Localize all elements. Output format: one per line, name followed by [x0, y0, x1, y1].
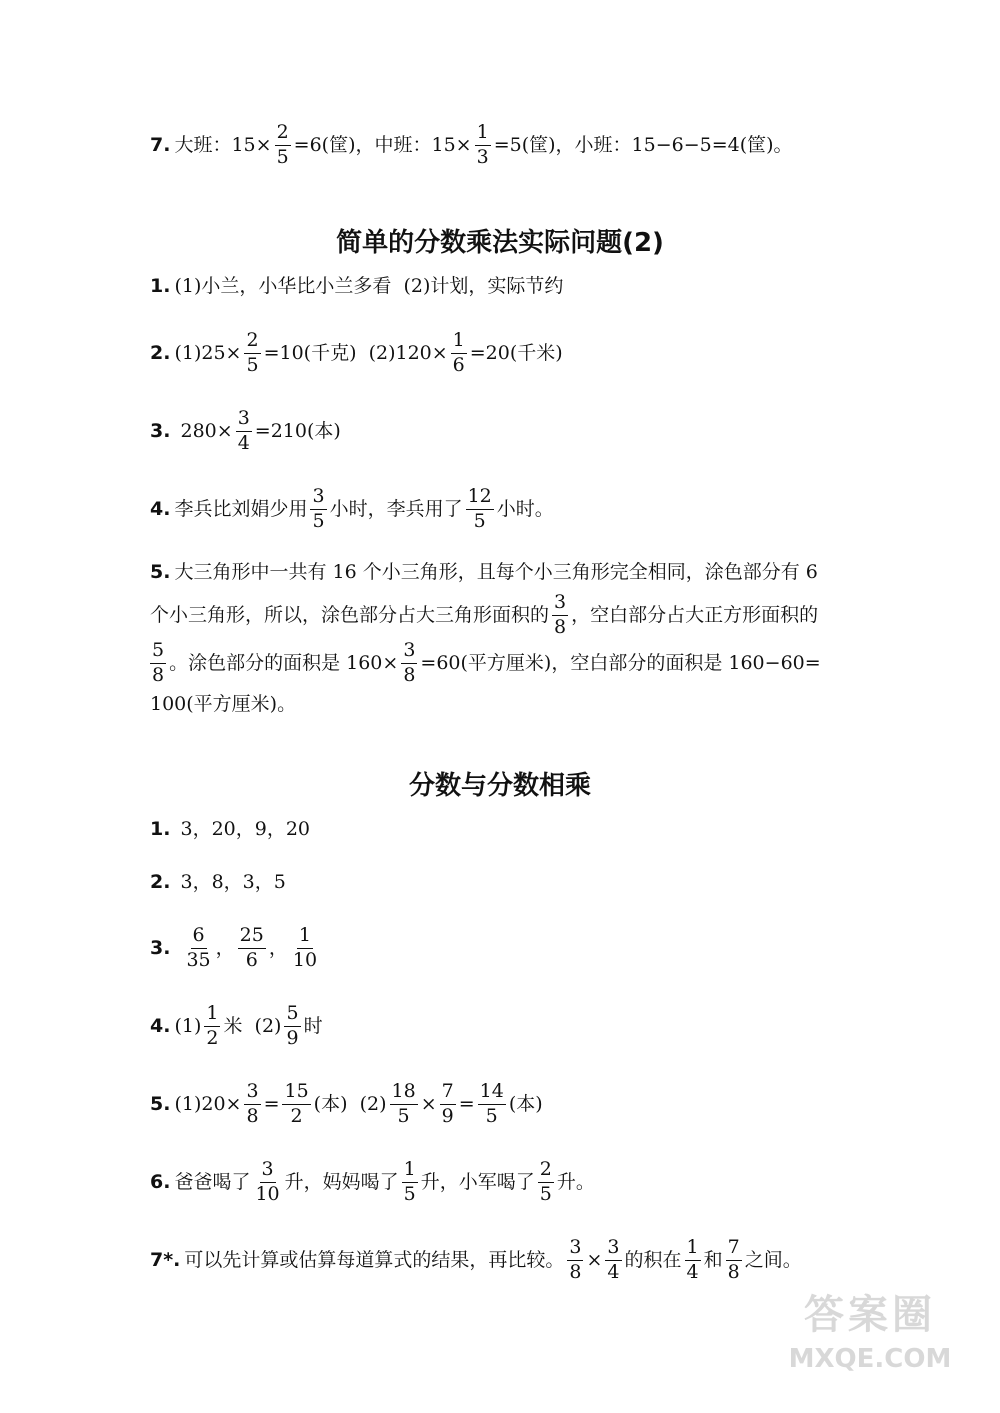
- answer-text: 个小三角形，所以，涂色部分占大三角形面积的: [150, 603, 550, 626]
- answer-text: (1)20×: [174, 1092, 242, 1115]
- fraction: $\frac{5}{9}$: [286, 1002, 299, 1049]
- answer-text: =10(千克) (2)120×: [263, 341, 448, 364]
- answer-row-1: [150, 820, 310, 839]
- item-number: 3.: [150, 419, 171, 442]
- answer-row-5-line3: [150, 640, 821, 687]
- answer-text: 爸爸喝了: [174, 1170, 251, 1193]
- item-number: 4.: [150, 1014, 171, 1037]
- fraction: $\frac{3}{8}$: [569, 1236, 582, 1283]
- answer-text: 小时。: [496, 497, 554, 520]
- answer-row-6: [150, 1159, 595, 1206]
- answer-text: =: [263, 1092, 280, 1115]
- answer-text: (1)小兰，小华比小兰多看 (2)计划，实际节约: [174, 275, 564, 297]
- answer-row-4: [150, 1003, 323, 1050]
- answer-text: 时: [303, 1014, 323, 1037]
- answer-text: 升，小军喝了: [420, 1170, 535, 1193]
- separator: ，: [268, 936, 288, 959]
- fraction: $\frac{1}{5}$: [403, 1158, 416, 1205]
- answer-row-3: [150, 925, 322, 972]
- fraction: $\frac{2}{5}$: [539, 1158, 552, 1205]
- fraction: $\frac{5}{8}$: [152, 639, 165, 686]
- section-title: 分数与分数相乘: [408, 771, 591, 801]
- fraction: $\frac{2}{5}$: [276, 121, 289, 168]
- answer-row-7-top: [150, 122, 793, 169]
- answer-text: =: [458, 1092, 475, 1115]
- answer-text: 升。: [556, 1170, 595, 1193]
- answer-text: 的积在: [624, 1248, 682, 1271]
- item-number: 1.: [150, 818, 171, 840]
- fraction: $\frac{6}{35}$: [186, 924, 211, 971]
- fraction: $\frac{18}{5}$: [391, 1080, 416, 1127]
- item-number: 7.: [150, 133, 171, 156]
- watermark-url: MXQE.COM: [788, 1344, 952, 1374]
- answer-text: (本): [508, 1092, 543, 1115]
- fraction: $\frac{7}{9}$: [441, 1080, 454, 1127]
- answer-row-5-line2: [150, 592, 818, 639]
- answer-text: 小时，李兵用了: [329, 497, 463, 520]
- answer-text: =5(筐)，小班：15−6−5=4(筐)。: [493, 133, 793, 156]
- answer-text: 3，8，3，5: [174, 871, 286, 893]
- item-number: 5.: [150, 561, 171, 583]
- fraction: $\frac{1}{6}$: [452, 329, 465, 376]
- answer-text: 李兵比刘娟少用: [174, 497, 308, 520]
- answer-row-5: [150, 1081, 543, 1128]
- item-number: 5.: [150, 1092, 171, 1115]
- answer-text: 之间。: [744, 1248, 802, 1271]
- answer-text: 米 (2): [223, 1014, 282, 1037]
- section-title: 简单的分数乘法实际问题(2): [336, 228, 664, 258]
- watermark: [770, 1283, 970, 1393]
- fraction: $\frac{3}{10}$: [255, 1158, 280, 1205]
- answer-text: 大班：15×: [174, 133, 272, 156]
- answer-text: =60(平方厘米)，空白部分的面积是 160−60=: [420, 651, 821, 674]
- answer-text: 100(平方厘米)。: [150, 693, 297, 715]
- fraction: $\frac{12}{5}$: [467, 485, 492, 532]
- answer-row-2: [150, 873, 286, 892]
- fraction: $\frac{14}{5}$: [479, 1080, 504, 1127]
- answer-row-5-line1: [150, 563, 818, 582]
- item-number: 6.: [150, 1170, 171, 1193]
- item-number: 1.: [150, 275, 171, 297]
- answer-text: (本) (2): [313, 1092, 387, 1115]
- item-number: 2.: [150, 341, 171, 364]
- fraction: $\frac{3}{8}$: [246, 1080, 259, 1127]
- fraction: $\frac{15}{2}$: [284, 1080, 309, 1127]
- answer-text: =20(千米): [469, 341, 563, 364]
- fraction: $\frac{2}{5}$: [246, 329, 259, 376]
- separator: ，: [215, 936, 235, 959]
- answer-text: (1): [174, 1014, 202, 1037]
- answer-text: =6(筐)，中班：15×: [293, 133, 472, 156]
- fraction: $\frac{3}{4}$: [607, 1236, 620, 1283]
- fraction: $\frac{3}{8}$: [554, 591, 567, 638]
- answer-text: ，空白部分占大正方形面积的: [571, 603, 819, 626]
- item-number: 7*.: [150, 1248, 181, 1271]
- fraction: $\frac{1}{10}$: [292, 924, 318, 971]
- answer-text: ×: [586, 1248, 603, 1271]
- answer-row-4: [150, 486, 554, 533]
- answer-text: 大三角形中一共有 16 个小三角形，且每个小三角形完全相同，涂色部分有 6: [174, 561, 818, 583]
- answer-text: ×: [420, 1092, 437, 1115]
- answer-text: =210(本): [254, 419, 341, 442]
- fraction: $\frac{3}{5}$: [312, 485, 325, 532]
- fraction: $\frac{3}{8}$: [403, 639, 416, 686]
- answer-text: 和: [703, 1248, 723, 1271]
- item-number: 4.: [150, 497, 171, 520]
- fraction: $\frac{25}{6}$: [239, 924, 264, 971]
- watermark-logo: 答案圈: [804, 1292, 936, 1338]
- answer-row-3: [150, 408, 341, 455]
- item-number: 3.: [150, 936, 171, 959]
- fraction: $\frac{1}{3}$: [476, 121, 489, 168]
- answer-text: 升，妈妈喝了: [284, 1170, 399, 1193]
- answer-text: 280×: [174, 419, 233, 442]
- answer-row-7: [150, 1237, 802, 1284]
- answer-text: 可以先计算或估算每道算式的结果，再比较。: [184, 1248, 565, 1271]
- answer-text: 3，20，9，20: [174, 818, 311, 840]
- answer-text: 。涂色部分的面积是 160×: [169, 651, 399, 674]
- fraction: $\frac{3}{4}$: [237, 407, 250, 454]
- answer-row-2: [150, 330, 563, 377]
- answer-row-5-line4: [150, 695, 296, 714]
- fraction: $\frac{1}{2}$: [206, 1002, 219, 1049]
- answer-text: (1)25×: [174, 341, 242, 364]
- answer-row-1: [150, 277, 563, 296]
- fraction: $\frac{1}{4}$: [686, 1236, 699, 1283]
- item-number: 2.: [150, 871, 171, 893]
- fraction: $\frac{7}{8}$: [727, 1236, 740, 1283]
